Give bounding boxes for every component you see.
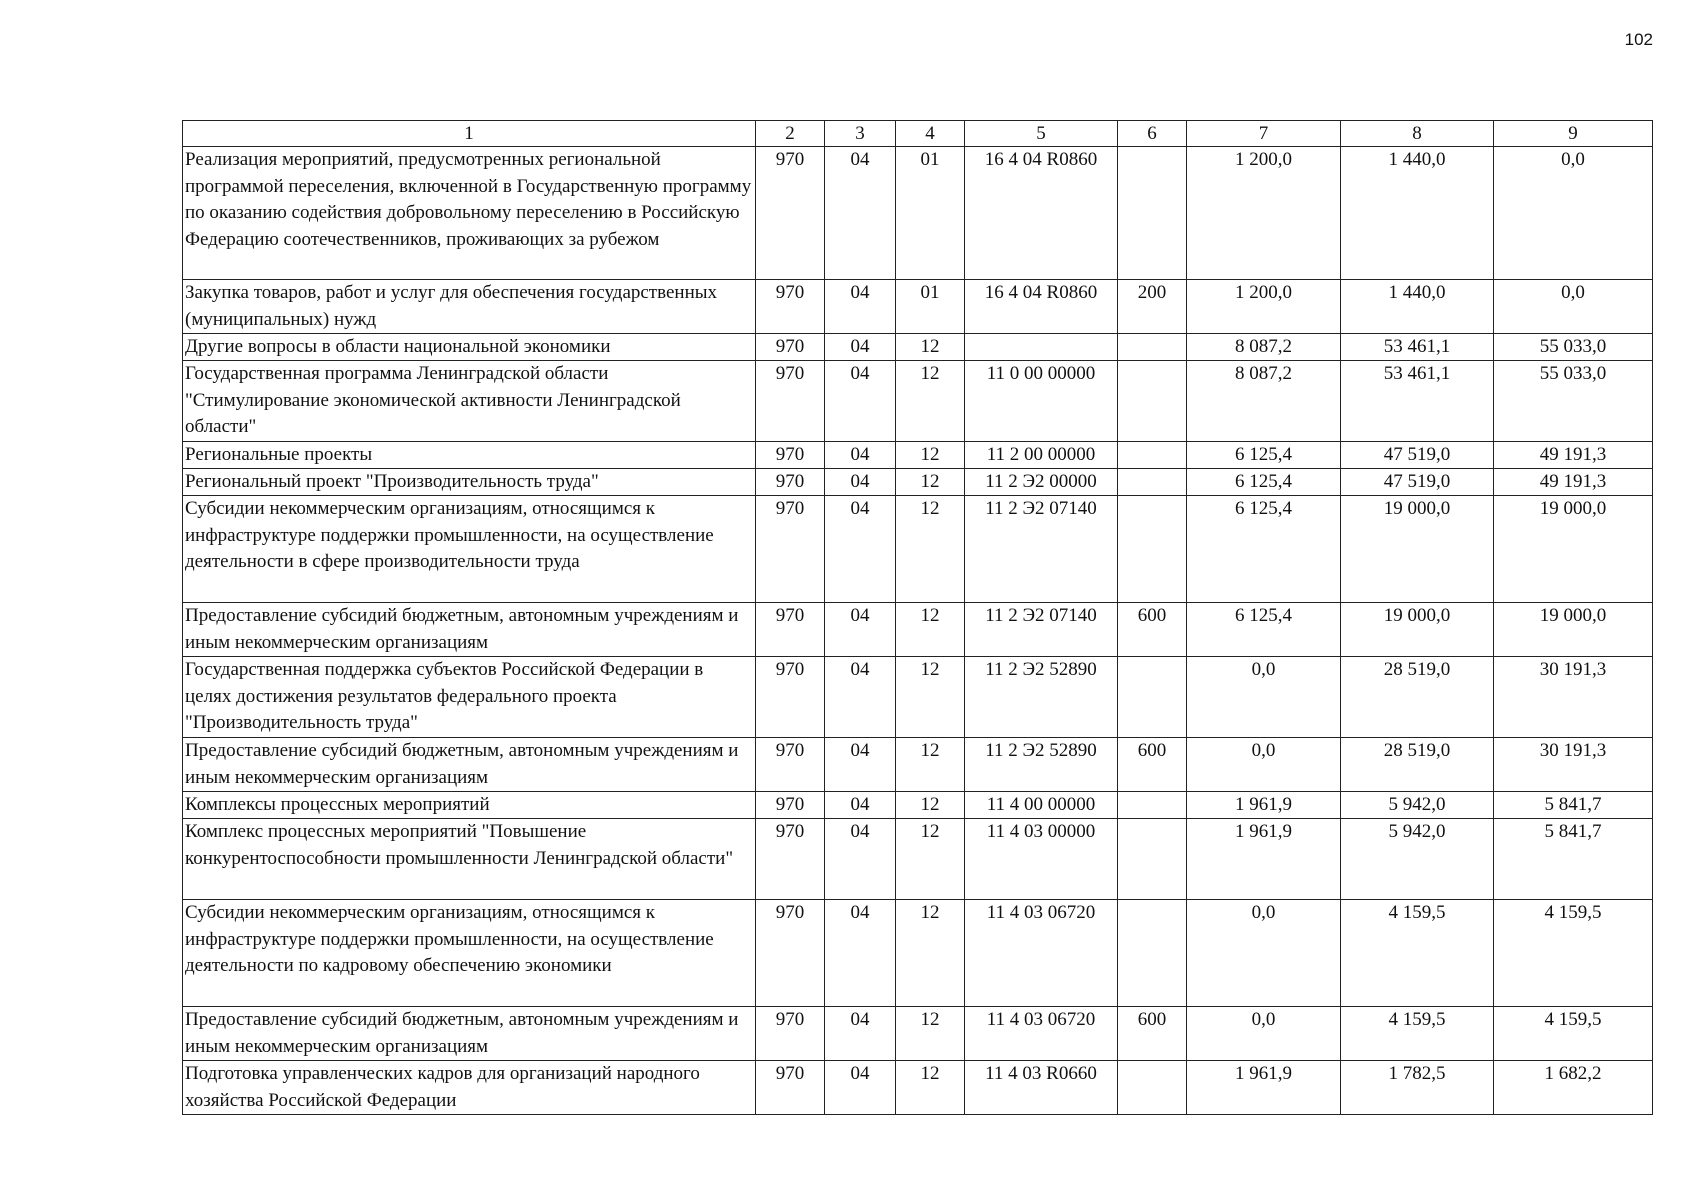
amount-col8-cell: 19 000,0 — [1341, 496, 1494, 603]
row-name-cell: Реализация мероприятий, предусмотренных региональной программой переселения, включенной в Государственную программу по оказанию содействия добровольному переселению в Российскую Федерацию соотечественников, проживающих за рубежом — [183, 147, 756, 280]
column-header: 6 — [1118, 121, 1187, 147]
section-code-cell: 04 — [825, 1061, 896, 1115]
section-code-cell: 04 — [825, 496, 896, 603]
target-article-cell: 11 4 03 06720 — [965, 1007, 1118, 1061]
expense-type-cell — [1118, 442, 1187, 469]
target-article-cell: 11 2 Э2 07140 — [965, 603, 1118, 657]
amount-col9-cell: 0,0 — [1494, 280, 1653, 334]
amount-col8-cell: 4 159,5 — [1341, 1007, 1494, 1061]
ministry-code-cell: 970 — [756, 900, 825, 1007]
amount-col9-cell: 55 033,0 — [1494, 361, 1653, 442]
amount-col9-cell: 19 000,0 — [1494, 603, 1653, 657]
target-article-cell: 16 4 04 R0860 — [965, 280, 1118, 334]
subsection-code-cell: 12 — [896, 1007, 965, 1061]
amount-col8-cell: 1 440,0 — [1341, 280, 1494, 334]
ministry-code-cell: 970 — [756, 603, 825, 657]
subsection-code-cell: 12 — [896, 792, 965, 819]
subsection-code-cell: 12 — [896, 1061, 965, 1115]
amount-col7-cell: 6 125,4 — [1187, 442, 1341, 469]
amount-col8-cell: 1 782,5 — [1341, 1061, 1494, 1115]
expense-type-cell — [1118, 819, 1187, 900]
ministry-code-cell: 970 — [756, 334, 825, 361]
header-row — [183, 121, 1653, 147]
amount-col8-cell: 1 440,0 — [1341, 147, 1494, 280]
ministry-code-cell: 970 — [756, 738, 825, 792]
table-row — [183, 900, 1653, 1007]
section-code-cell: 04 — [825, 361, 896, 442]
table-row — [183, 1007, 1653, 1061]
amount-col7-cell: 1 961,9 — [1187, 819, 1341, 900]
table-row — [183, 334, 1653, 361]
amount-col8-cell: 19 000,0 — [1341, 603, 1494, 657]
row-name-cell: Закупка товаров, работ и услуг для обеспечения государственных (муниципальных) нужд — [183, 280, 756, 334]
row-name-cell: Предоставление субсидий бюджетным, автономным учреждениям и иным некоммерческим организациям — [183, 738, 756, 792]
target-article-cell: 11 2 Э2 52890 — [965, 738, 1118, 792]
amount-col8-cell: 4 159,5 — [1341, 900, 1494, 1007]
amount-col8-cell: 47 519,0 — [1341, 469, 1494, 496]
expense-type-cell — [1118, 1061, 1187, 1115]
ministry-code-cell: 970 — [756, 657, 825, 738]
target-article-cell: 11 0 00 00000 — [965, 361, 1118, 442]
target-article-cell: 11 2 Э2 07140 — [965, 496, 1118, 603]
target-article-cell — [965, 334, 1118, 361]
amount-col9-cell: 4 159,5 — [1494, 1007, 1653, 1061]
section-code-cell: 04 — [825, 657, 896, 738]
row-name-cell: Региональные проекты — [183, 442, 756, 469]
target-article-cell: 11 4 03 R0660 — [965, 1061, 1118, 1115]
expense-type-cell — [1118, 147, 1187, 280]
column-header: 1 — [183, 121, 756, 147]
ministry-code-cell: 970 — [756, 280, 825, 334]
table-row — [183, 819, 1653, 900]
table-row — [183, 469, 1653, 496]
row-name-cell: Подготовка управленческих кадров для организаций народного хозяйства Российской Федерации — [183, 1061, 756, 1115]
target-article-cell: 11 4 00 00000 — [965, 792, 1118, 819]
ministry-code-cell: 970 — [756, 1061, 825, 1115]
row-name-cell: Комплексы процессных мероприятий — [183, 792, 756, 819]
ministry-code-cell: 970 — [756, 819, 825, 900]
section-code-cell: 04 — [825, 603, 896, 657]
section-code-cell: 04 — [825, 280, 896, 334]
column-header: 9 — [1494, 121, 1653, 147]
ministry-code-cell: 970 — [756, 442, 825, 469]
expense-type-cell — [1118, 496, 1187, 603]
ministry-code-cell: 970 — [756, 147, 825, 280]
subsection-code-cell: 01 — [896, 147, 965, 280]
column-header: 7 — [1187, 121, 1341, 147]
column-header: 4 — [896, 121, 965, 147]
subsection-code-cell: 12 — [896, 361, 965, 442]
subsection-code-cell: 12 — [896, 496, 965, 603]
section-code-cell: 04 — [825, 147, 896, 280]
column-header: 5 — [965, 121, 1118, 147]
table-row — [183, 442, 1653, 469]
column-header: 8 — [1341, 121, 1494, 147]
table-row — [183, 792, 1653, 819]
target-article-cell: 11 2 00 00000 — [965, 442, 1118, 469]
amount-col7-cell: 0,0 — [1187, 738, 1341, 792]
ministry-code-cell: 970 — [756, 496, 825, 603]
table-body — [183, 147, 1653, 1115]
section-code-cell: 04 — [825, 469, 896, 496]
amount-col7-cell: 0,0 — [1187, 657, 1341, 738]
section-code-cell: 04 — [825, 738, 896, 792]
section-code-cell: 04 — [825, 334, 896, 361]
row-name-cell: Комплекс процессных мероприятий "Повышение конкурентоспособности промышленности Ленинградской области" — [183, 819, 756, 900]
expense-type-cell: 200 — [1118, 280, 1187, 334]
subsection-code-cell: 01 — [896, 280, 965, 334]
amount-col9-cell: 49 191,3 — [1494, 442, 1653, 469]
amount-col7-cell: 8 087,2 — [1187, 361, 1341, 442]
expense-type-cell: 600 — [1118, 738, 1187, 792]
row-name-cell: Субсидии некоммерческим организациям, относящимся к инфраструктуре поддержки промышленности, на осуществление деятельности в сфере производительности труда — [183, 496, 756, 603]
amount-col7-cell: 1 200,0 — [1187, 147, 1341, 280]
row-name-cell: Региональный проект "Производительность труда" — [183, 469, 756, 496]
amount-col9-cell: 55 033,0 — [1494, 334, 1653, 361]
row-name-cell: Предоставление субсидий бюджетным, автономным учреждениям и иным некоммерческим организациям — [183, 1007, 756, 1061]
target-article-cell: 11 4 03 00000 — [965, 819, 1118, 900]
amount-col7-cell: 1 961,9 — [1187, 792, 1341, 819]
row-name-cell: Субсидии некоммерческим организациям, относящимся к инфраструктуре поддержки промышленности, на осуществление деятельности по кадровому обеспечению экономики — [183, 900, 756, 1007]
section-code-cell: 04 — [825, 442, 896, 469]
row-name-cell: Государственная программа Ленинградской области "Стимулирование экономической активности Ленинградской области" — [183, 361, 756, 442]
amount-col9-cell: 5 841,7 — [1494, 819, 1653, 900]
ministry-code-cell: 970 — [756, 792, 825, 819]
section-code-cell: 04 — [825, 792, 896, 819]
amount-col9-cell: 4 159,5 — [1494, 900, 1653, 1007]
row-name-cell: Предоставление субсидий бюджетным, автономным учреждениям и иным некоммерческим организациям — [183, 603, 756, 657]
row-name-cell: Другие вопросы в области национальной экономики — [183, 334, 756, 361]
amount-col8-cell: 28 519,0 — [1341, 657, 1494, 738]
target-article-cell: 11 2 Э2 00000 — [965, 469, 1118, 496]
amount-col9-cell: 1 682,2 — [1494, 1061, 1653, 1115]
column-header: 3 — [825, 121, 896, 147]
table-row — [183, 361, 1653, 442]
subsection-code-cell: 12 — [896, 738, 965, 792]
row-name-cell: Государственная поддержка субъектов Российской Федерации в целях достижения результатов федерального проекта "Производительность труда" — [183, 657, 756, 738]
table-row — [183, 280, 1653, 334]
subsection-code-cell: 12 — [896, 657, 965, 738]
amount-col9-cell: 19 000,0 — [1494, 496, 1653, 603]
section-code-cell: 04 — [825, 819, 896, 900]
target-article-cell: 11 2 Э2 52890 — [965, 657, 1118, 738]
amount-col7-cell: 0,0 — [1187, 1007, 1341, 1061]
amount-col7-cell: 6 125,4 — [1187, 603, 1341, 657]
table-row — [183, 603, 1653, 657]
table-row — [183, 738, 1653, 792]
section-code-cell: 04 — [825, 1007, 896, 1061]
expense-type-cell — [1118, 469, 1187, 496]
subsection-code-cell: 12 — [896, 469, 965, 496]
ministry-code-cell: 970 — [756, 361, 825, 442]
amount-col9-cell: 49 191,3 — [1494, 469, 1653, 496]
amount-col7-cell: 8 087,2 — [1187, 334, 1341, 361]
amount-col8-cell: 53 461,1 — [1341, 361, 1494, 442]
subsection-code-cell: 12 — [896, 334, 965, 361]
section-code-cell: 04 — [825, 900, 896, 1007]
subsection-code-cell: 12 — [896, 819, 965, 900]
ministry-code-cell: 970 — [756, 1007, 825, 1061]
amount-col8-cell: 5 942,0 — [1341, 792, 1494, 819]
expense-type-cell — [1118, 900, 1187, 1007]
subsection-code-cell: 12 — [896, 442, 965, 469]
expense-type-cell: 600 — [1118, 603, 1187, 657]
expense-type-cell — [1118, 334, 1187, 361]
table-row — [183, 147, 1653, 280]
amount-col8-cell: 5 942,0 — [1341, 819, 1494, 900]
expense-type-cell — [1118, 657, 1187, 738]
expense-type-cell — [1118, 792, 1187, 819]
amount-col9-cell: 30 191,3 — [1494, 657, 1653, 738]
amount-col7-cell: 6 125,4 — [1187, 496, 1341, 603]
expense-type-cell: 600 — [1118, 1007, 1187, 1061]
amount-col7-cell: 1 200,0 — [1187, 280, 1341, 334]
amount-col8-cell: 28 519,0 — [1341, 738, 1494, 792]
amount-col7-cell: 0,0 — [1187, 900, 1341, 1007]
ministry-code-cell: 970 — [756, 469, 825, 496]
expense-type-cell — [1118, 361, 1187, 442]
target-article-cell: 11 4 03 06720 — [965, 900, 1118, 1007]
table-row — [183, 657, 1653, 738]
subsection-code-cell: 12 — [896, 603, 965, 657]
amount-col7-cell: 6 125,4 — [1187, 469, 1341, 496]
table-row — [183, 1061, 1653, 1115]
page-number: 102 — [1624, 30, 1653, 49]
amount-col7-cell: 1 961,9 — [1187, 1061, 1341, 1115]
target-article-cell: 16 4 04 R0860 — [965, 147, 1118, 280]
table-row — [183, 496, 1653, 603]
column-header: 2 — [756, 121, 825, 147]
amount-col8-cell: 53 461,1 — [1341, 334, 1494, 361]
amount-col9-cell: 30 191,3 — [1494, 738, 1653, 792]
amount-col9-cell: 5 841,7 — [1494, 792, 1653, 819]
amount-col8-cell: 47 519,0 — [1341, 442, 1494, 469]
subsection-code-cell: 12 — [896, 900, 965, 1007]
amount-col9-cell: 0,0 — [1494, 147, 1653, 280]
budget-table — [182, 120, 1653, 1115]
